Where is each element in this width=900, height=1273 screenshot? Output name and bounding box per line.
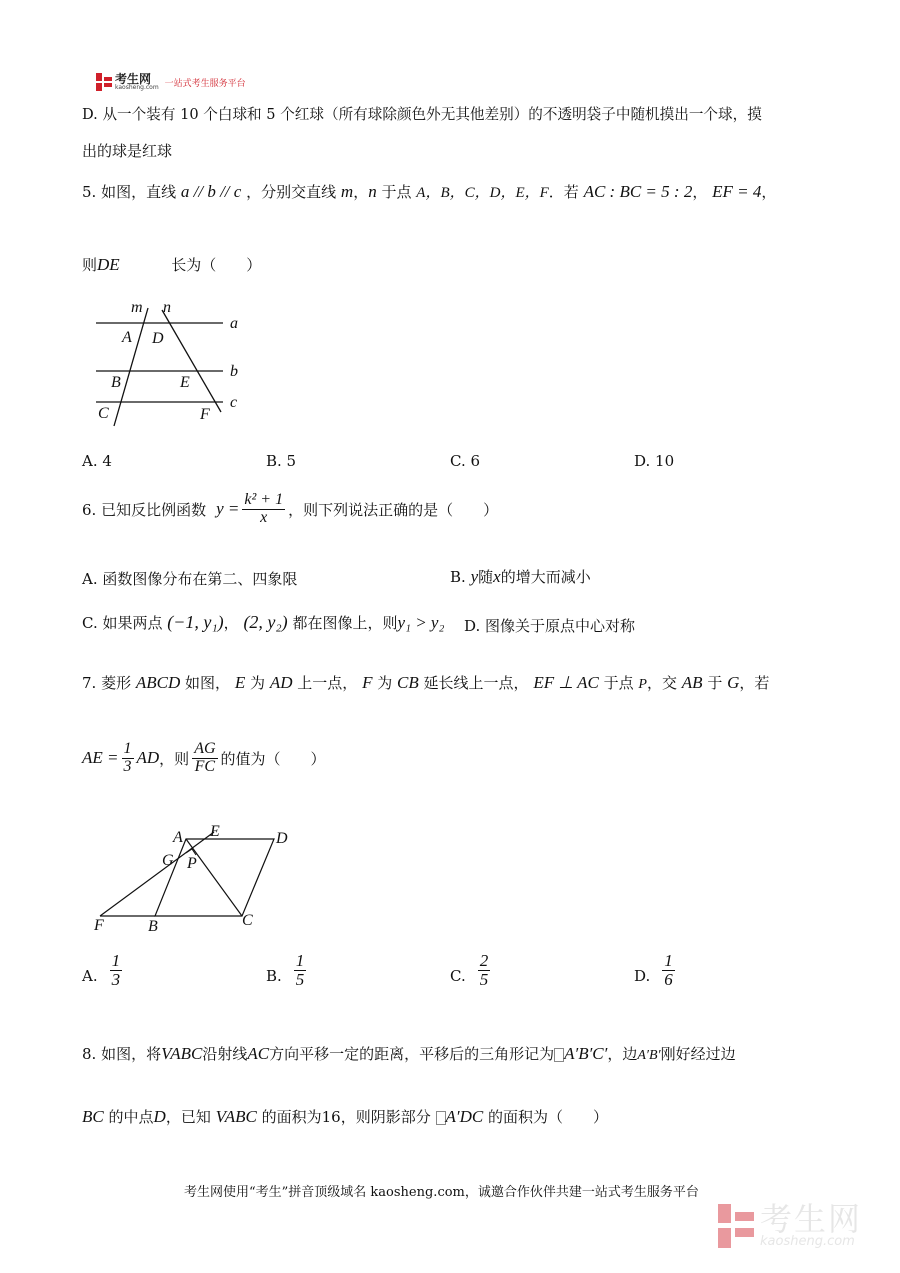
q5-label-c: c [230, 394, 238, 411]
q7-label-E: E [210, 823, 220, 840]
q6-option-b: B. y随x的增大而减小 [450, 567, 591, 586]
q5-label-F: F [200, 406, 210, 423]
q5-label-a: a [230, 315, 238, 332]
q5-label-b: b [230, 363, 238, 380]
q5-label-C: C [98, 405, 109, 422]
q5-option-d: D. 10 [634, 452, 675, 470]
header-slogan: 一站式考生服务平台 [164, 78, 246, 89]
q5-label-m: m [131, 299, 143, 316]
logo-en: kaosheng.com [115, 84, 159, 91]
q6-option-a: A. 函数图像分布在第二、四象限 [82, 570, 298, 588]
q7-option-c: C. $\frac{2}{5}$ [450, 951, 489, 989]
q8-stem-line2: BC 的中点D，已知 VABC 的面积为16，则阴影部分 A′DC 的面积为（ ） [82, 1107, 609, 1126]
q5-label-D: D [152, 330, 164, 347]
q5-label-B: B [111, 374, 121, 391]
watermark-cn: 考生网 [760, 1200, 863, 1238]
watermark-en: kaosheng.com [760, 1234, 855, 1249]
q4-option-d-line2: 出的球是红球 [82, 142, 173, 160]
q7-label-C: C [242, 912, 253, 929]
q8-stem-line1: 8. 如图，将VABC沿射线AC方向平移一定的距离，平移后的三角形记为 A′B′C′，边A′B′刚好经过边 [82, 1044, 736, 1063]
q5-option-c: C. 6 [450, 452, 481, 470]
q7-label-D: D [276, 830, 288, 847]
q5-label-E: E [180, 374, 190, 391]
footer-text: 考生网使用“考生”拼音顶级域名 kaosheng.com，诚邀合作伙伴共建一站式考生服务平台 [184, 1185, 699, 1200]
q7-label-G: G [162, 852, 174, 869]
q5-stem-line1: 5. 如图，直线 a // b // c ，分别交直线 m，n 于点 A，B，C，D，E，F．若 AC : BC = 5 : 2， EF = 4， [82, 182, 777, 201]
q5-label-A: A [122, 329, 132, 346]
q7-stem-line2: AE = $\frac{1}{3}$ AD ，则 $\frac{AG}{FC}$ 的值为（ ） [82, 740, 326, 775]
q7-option-a: A. $\frac{1}{3}$ [82, 951, 121, 989]
q5-label-n: n [163, 299, 171, 316]
q7-stem-line1: 7. 菱形 ABCD 如图， E 为 AD 上一点， F 为 CB 延长线上一点， EF ⊥ AC 于点 P，交 AB 于 G，若 [82, 673, 770, 692]
header-logo [96, 72, 246, 92]
q6-stem: 6. 已知反比例函数 y = $\frac{\text{k² + 1}}{x}$ ，则下列说法正确的是（ ） [82, 491, 499, 526]
q5-option-a: A. 4 [82, 452, 112, 470]
footer-watermark [718, 1200, 863, 1249]
q5-stem-line2: 则DE 长为（ ） [82, 255, 262, 274]
q7-option-b: B. $\frac{1}{5}$ [266, 951, 305, 989]
q5-option-b: B. 5 [266, 452, 297, 470]
q5-figure [90, 298, 260, 430]
q7-label-F: F [94, 917, 104, 934]
q6-option-d: D. 图像关于原点中心对称 [464, 617, 636, 635]
missing-glyph-icon [436, 1111, 446, 1125]
q7-label-B: B [148, 918, 158, 934]
q4-option-d-line1: D. 从一个装有 10 个白球和 5 个红球（所有球除颜色外无其他差别）的不透明袋子中随机摸出一个球，摸 [82, 106, 762, 123]
logo-icon [96, 73, 112, 91]
watermark-logo-icon [718, 1204, 754, 1248]
logo-cn: 考生网 [115, 72, 152, 86]
q7-figure [90, 822, 300, 934]
q7-option-d: D. $\frac{1}{6}$ [634, 951, 673, 989]
missing-glyph-icon [554, 1048, 564, 1062]
q7-label-A: A [173, 829, 183, 846]
q7-label-P: P [187, 855, 197, 872]
q6-option-c: C. 如果两点 (−1, y₁)， (2, y₂) 都在图像上，则y₁ > y₂ [82, 612, 445, 632]
